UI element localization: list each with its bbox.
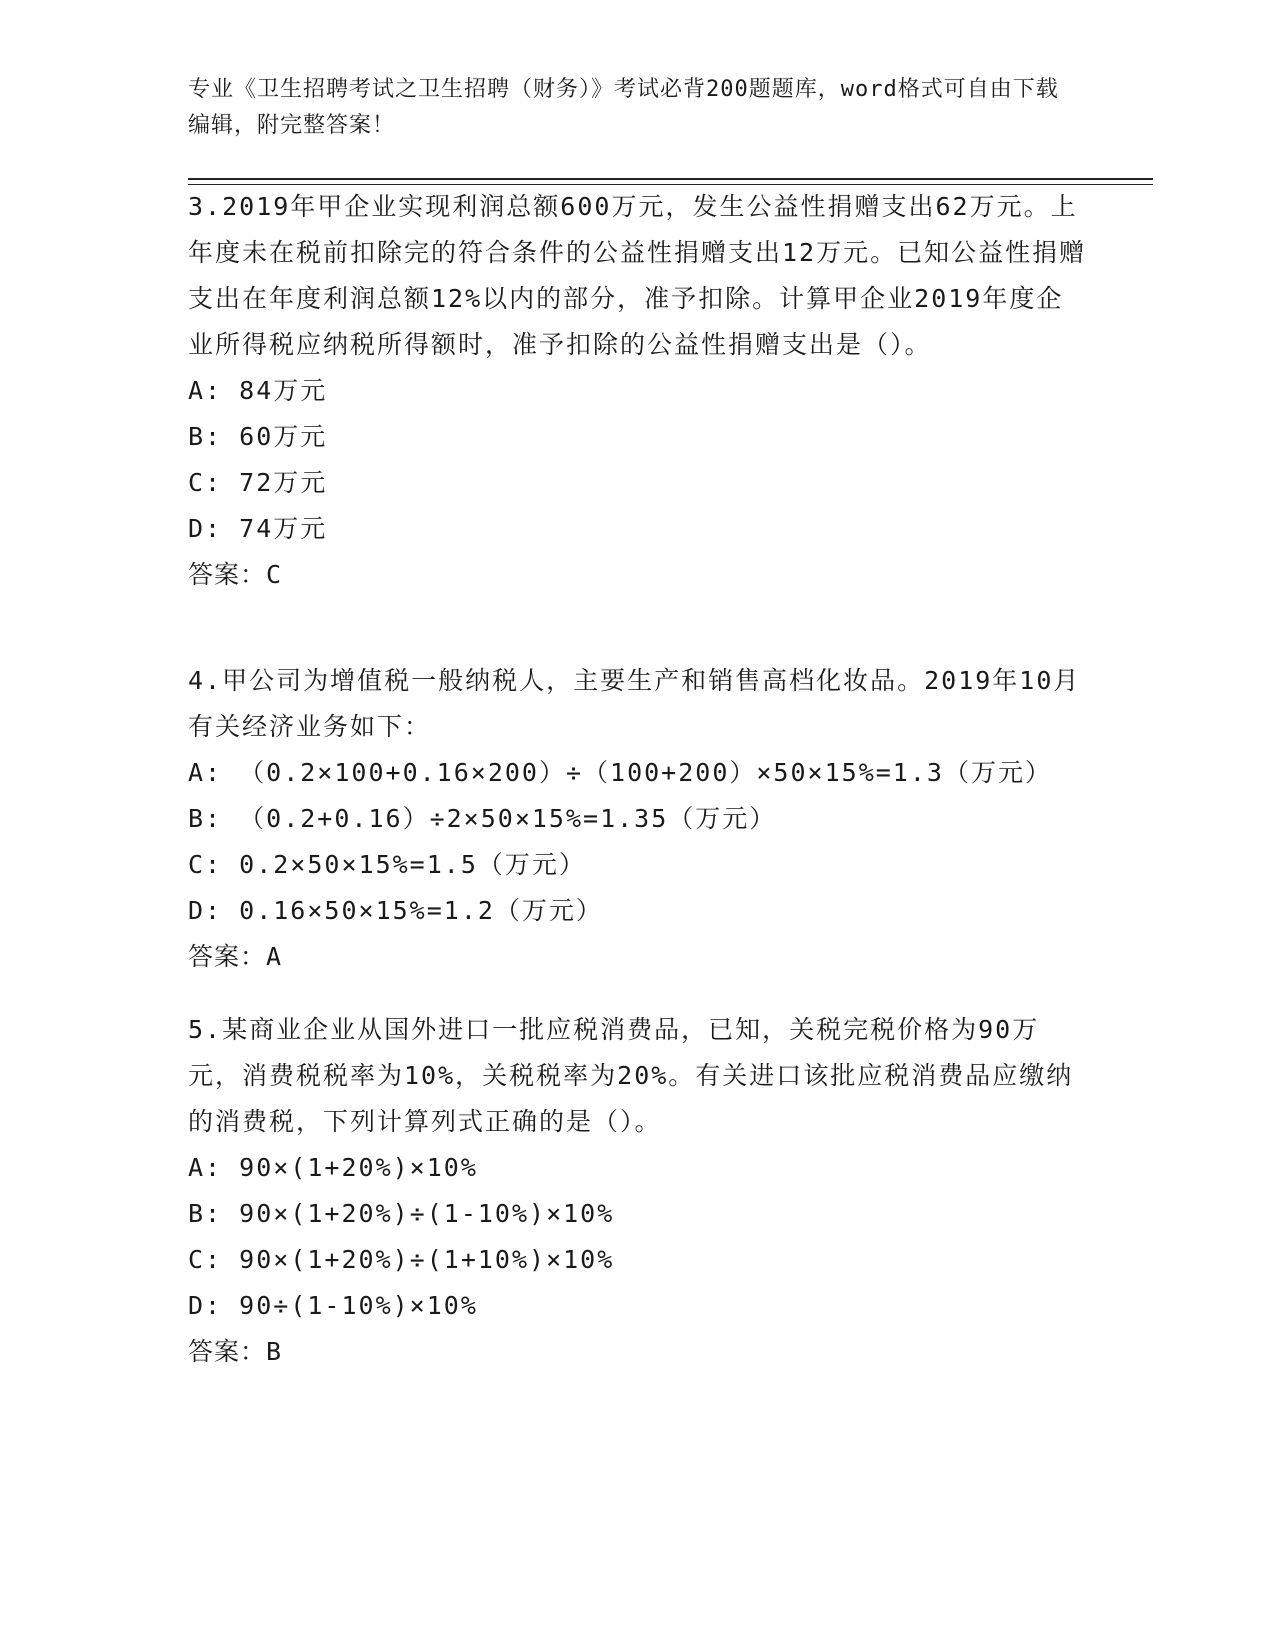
question-stem: 3.2019年甲企业实现利润总额600万元，发生公益性捐赠支出62万元。上年度未在税前扣除完的符合条件的公益性捐赠支出12万元。已知公益性捐赠支出在年度利润总额12%以内的部分，准予扣除。计算甲企业2019年度企业所得税应纳税所得额时，准予扣除的公益性捐赠支出是（）。 [188, 192, 1087, 359]
answer-value: C [266, 560, 283, 589]
question-3 [188, 184, 1088, 598]
answer-label: 答案： [188, 1337, 267, 1366]
option-b: B: 90×(1+20%)÷(1-10%)×10% [188, 1199, 615, 1228]
answer-label: 答案： [188, 942, 267, 971]
option-b: B: （0.2+0.16）÷2×50×15%=1.35（万元） [188, 804, 777, 833]
option-a: A: 90×(1+20%)×10% [188, 1153, 478, 1182]
option-d: D: 74万元 [188, 514, 328, 543]
answer-value: B [266, 1337, 283, 1366]
option-b: B: 60万元 [188, 422, 328, 451]
option-d: D: 0.16×50×15%=1.2（万元） [188, 896, 603, 925]
option-c: C: 72万元 [188, 468, 328, 497]
header-rule-thick [188, 178, 1153, 180]
question-5 [188, 1007, 1088, 1375]
option-c: C: 0.2×50×15%=1.5（万元） [188, 850, 586, 879]
question-4 [188, 658, 1088, 980]
answer-line [188, 934, 1088, 980]
question-stem: 4.甲公司为增值税一般纳税人，主要生产和销售高档化妆品。2019年10月有关经济业务如下： [188, 666, 1081, 741]
answer-line [188, 1329, 1088, 1375]
option-a: A: （0.2×100+0.16×200）÷（100+200）×50×15%=1.3（万元） [188, 758, 1052, 787]
option-d: D: 90÷(1-10%)×10% [188, 1291, 478, 1320]
option-c: C: 90×(1+20%)÷(1+10%)×10% [188, 1245, 615, 1274]
answer-value: A [266, 942, 283, 971]
document-header: 专业《卫生招聘考试之卫生招聘（财务）》考试必背200题题库，word格式可自由下载编辑，附完整答案！ [188, 77, 1059, 138]
answer-label: 答案： [188, 560, 267, 589]
answer-line [188, 552, 1088, 598]
question-stem: 5.某商业企业从国外进口一批应税消费品，已知，关税完税价格为90万元，消费税税率为10%，关税税率为20%。有关进口该批应税消费品应缴纳的消费税，下列计算列式正确的是（）。 [188, 1015, 1074, 1136]
option-a: A: 84万元 [188, 376, 328, 405]
